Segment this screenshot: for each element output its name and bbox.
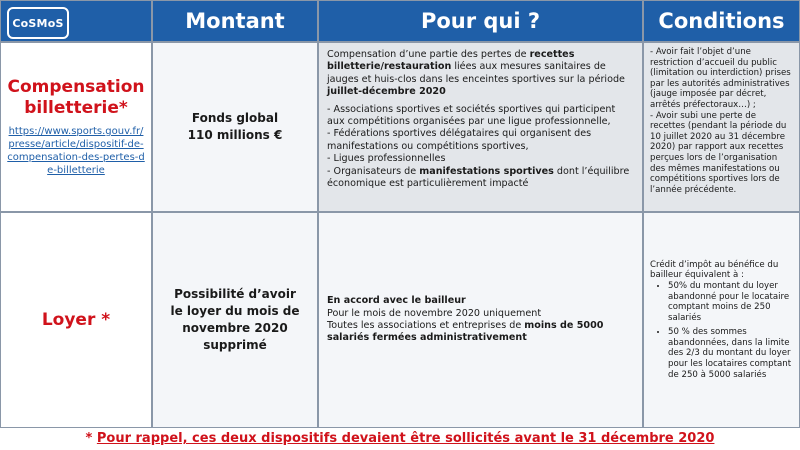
billetterie-title: Compensation billetterie* bbox=[7, 77, 145, 118]
conditions-loyer-list bbox=[650, 281, 793, 380]
conditions-loyer-intro: Crédit d’impôt au bénéfice du bailleur équivalent à : bbox=[650, 259, 779, 281]
pour-qui-billetterie bbox=[318, 42, 643, 212]
cosmos-logo: CoSMoS bbox=[7, 7, 69, 39]
pour-qui-loyer-line2: Pour le mois de novembre 2020 uniquement bbox=[327, 307, 542, 319]
logo-cell bbox=[0, 0, 152, 42]
conditions-loyer-item: • 50% du montant du loyer abandonné pour le locataire comptant moins de 250 salariés bbox=[668, 281, 793, 323]
pour-qui-billetterie-item: - Fédérations sportives délégataires qui organisent des manifestations ou compétitions sportives, bbox=[327, 128, 592, 152]
row-label-billetterie bbox=[0, 42, 152, 212]
montant-billetterie-line2: 110 millions € bbox=[187, 128, 283, 142]
pour-qui-billetterie-intro: Compensation d’une partie des pertes de recettes billetterie/restauration liées aux mesures sanitaires de jauges et huis-clos dans les enceintes sportives sur la période juillet-décembre 2020 bbox=[327, 49, 625, 98]
header-pour-qui: Pour qui ? bbox=[318, 0, 643, 42]
montant-billetterie bbox=[152, 42, 318, 212]
pour-qui-loyer-line1: En accord avec le bailleur bbox=[327, 295, 466, 307]
conditions-loyer-item: • 50 % des sommes abandonnées, dans la limite des 2/3 du montant du loyer pour les locataires comptant de 250 à 5000 salariés bbox=[668, 327, 793, 380]
pour-qui-billetterie-item: - Organisateurs de manifestations sportives dont l’équilibre économique est particulièrement impacté bbox=[327, 165, 630, 190]
conditions-billetterie-item: - Avoir fait l’objet d’une restriction d’accueil du public (limitation ou interdiction) prises par les autorités administratives (jauge imposée par décret, arrêtés préfectoraux…) ; bbox=[650, 47, 791, 110]
pour-qui-billetterie-item: - Ligues professionnelles bbox=[327, 153, 446, 165]
header-montant: Montant bbox=[152, 0, 318, 42]
footer-star: * bbox=[85, 431, 97, 446]
row-label-loyer bbox=[0, 212, 152, 428]
billetterie-link[interactable]: https://www.sports.gouv.fr/presse/article/dispositif-de-compensation-des-pertes-de-billetterie bbox=[7, 126, 145, 176]
header-conditions: Conditions bbox=[643, 0, 800, 42]
conditions-loyer bbox=[643, 212, 800, 428]
conditions-billetterie bbox=[643, 42, 800, 212]
pour-qui-loyer-line3: Toutes les associations et entreprises de moins de 5000 salariés fermées administrativement bbox=[327, 320, 604, 344]
conditions-billetterie-item: - Avoir subi une perte de recettes (pendant la période du 10 juillet 2020 au 31 décembre 2020) par rapport aux recettes perçues lors de l’organisation des mêmes manifestations ou compétitions sportives lors de l’année précédente. bbox=[650, 110, 787, 195]
pour-qui-loyer bbox=[318, 212, 643, 428]
montant-loyer-text: Possibilité d’avoir le loyer du mois de novembre 2020 supprimé bbox=[170, 287, 300, 352]
footer-note bbox=[0, 428, 800, 450]
pour-qui-billetterie-item: - Associations sportives et sociétés sportives qui participent aux compétitions organisées par une ligue professionnelle, bbox=[327, 103, 616, 128]
montant-loyer bbox=[152, 212, 318, 428]
footer-text: Pour rappel, ces deux dispositifs devaient être sollicités avant le 31 décembre 2020 bbox=[96, 431, 715, 446]
loyer-title: Loyer * bbox=[41, 309, 111, 330]
montant-billetterie-line1: Fonds global bbox=[191, 111, 279, 125]
